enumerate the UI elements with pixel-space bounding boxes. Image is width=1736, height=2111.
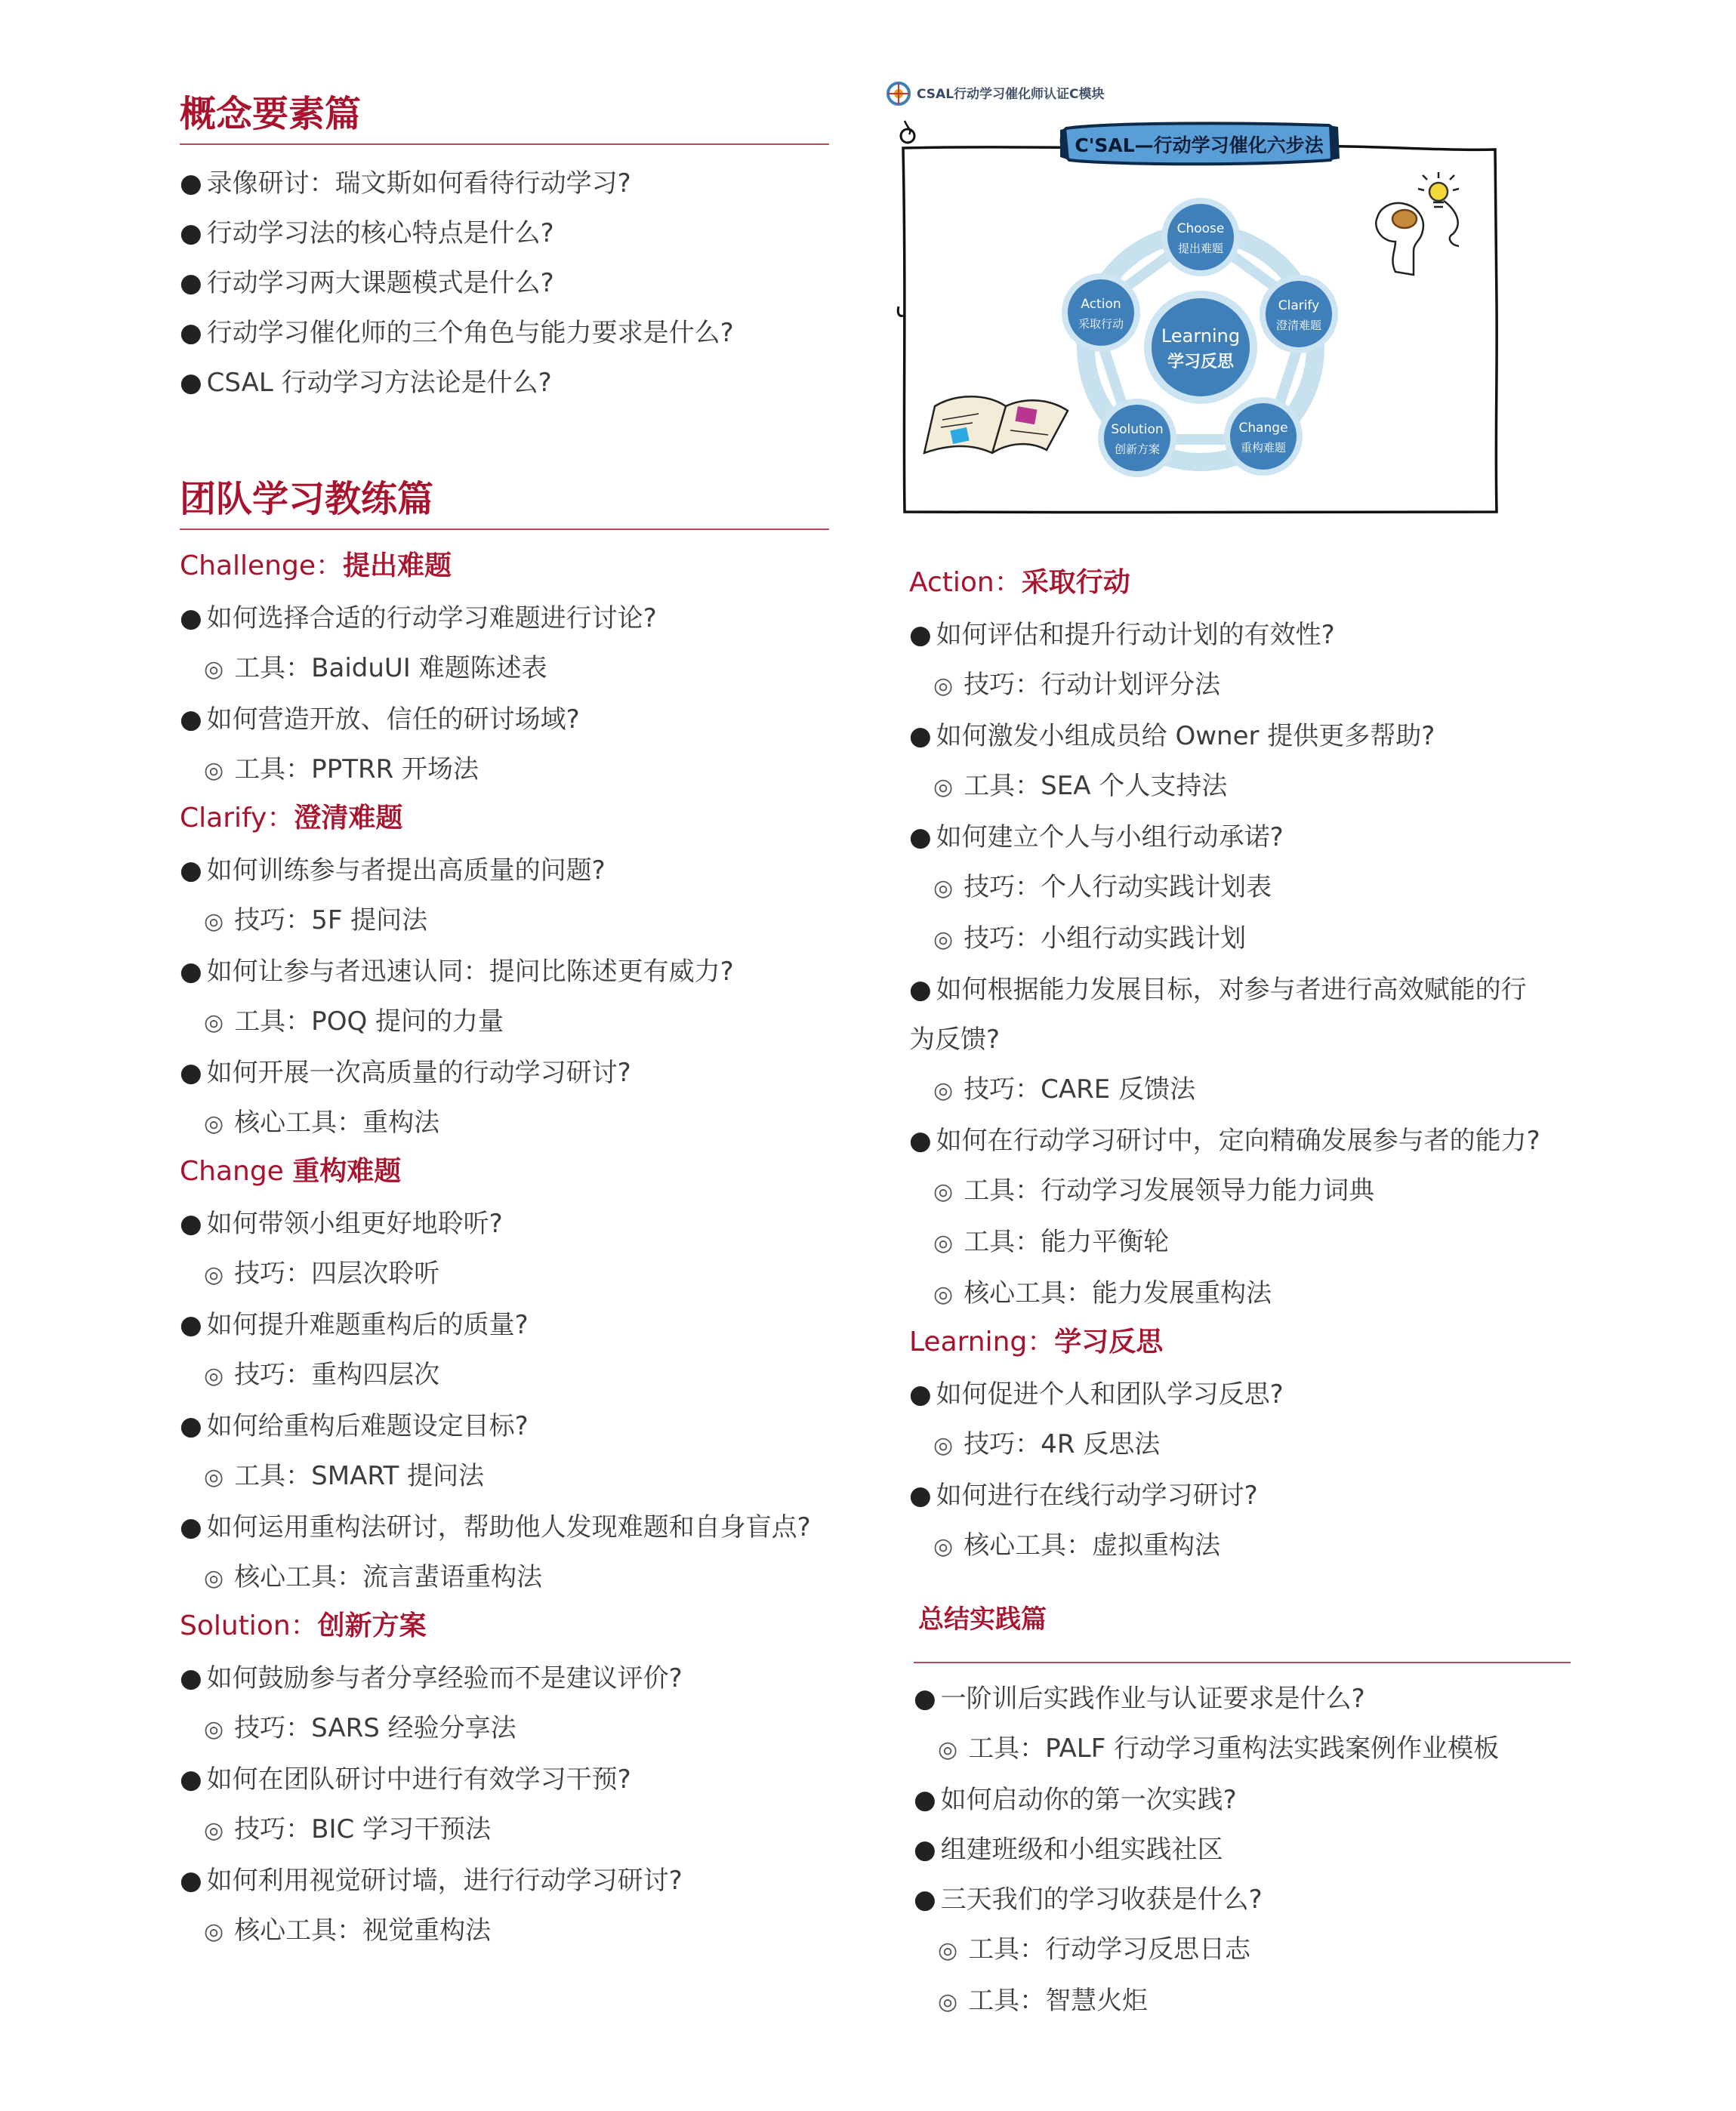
bullet-icon: ● [180, 268, 202, 298]
double-circle-icon: ◎ [933, 774, 954, 800]
tool-item: ◎ 核心工具：流言蜚语重构法 [204, 1562, 543, 1592]
csal-logo-icon [888, 83, 909, 104]
list-item: ● 如何评估和提升行动计划的有效性? [909, 620, 1335, 650]
list-item: ● 如何带领小组更好地聆听? [180, 1209, 503, 1239]
tool-item: ◎ 技巧：个人行动实践计划表 [933, 872, 1272, 902]
double-circle-icon: ◎ [204, 1716, 224, 1743]
bullet-icon: ● [180, 218, 202, 248]
bullet-icon: ● [909, 620, 932, 650]
node-action-en: Action [1081, 297, 1121, 312]
bullet-icon: ● [180, 318, 202, 348]
node-change [1227, 400, 1300, 473]
bullet-icon: ● [909, 1379, 932, 1410]
list-item: ● 如何利用视觉研讨墙，进行行动学习研讨? [180, 1866, 683, 1896]
tool-item: ◎ 工具：智慧火炬 [938, 1986, 1149, 2016]
csal-diagram [882, 76, 1516, 521]
solution-heading: Solution：创新方案 [180, 1610, 427, 1641]
tool-item: ◎ 技巧：CARE 反馈法 [933, 1074, 1196, 1105]
center-node-zh: 学习反思 [1167, 353, 1235, 371]
center-node-learning [1148, 294, 1253, 400]
tool-item: ◎ 工具：BaiduUI 难题陈述表 [204, 653, 547, 683]
bullet-icon: ● [909, 975, 932, 1005]
double-circle-icon: ◎ [938, 1989, 958, 2015]
double-circle-icon: ◎ [933, 1432, 954, 1459]
double-circle-icon: ◎ [204, 1363, 224, 1389]
list-item: ● 一阶训后实践作业与认证要求是什么? [914, 1684, 1365, 1714]
action-heading: Action：采取行动 [909, 567, 1130, 598]
double-circle-icon: ◎ [204, 757, 224, 784]
double-circle-icon: ◎ [204, 1565, 224, 1592]
summary-section-title: 总结实践篇 [918, 1604, 1047, 1635]
book-icon [924, 396, 1068, 453]
list-item: ● 如何在行动学习研讨中，定向精确发展参与者的能力? [909, 1126, 1540, 1156]
node-clarify-en: Clarify [1278, 298, 1320, 313]
summary-column [914, 1597, 1571, 2027]
double-circle-icon: ◎ [933, 1533, 954, 1560]
list-item: ● 如何营造开放、信任的研讨场域? [180, 704, 580, 735]
tool-item: ◎ 工具：能力平衡轮 [933, 1227, 1170, 1257]
change-heading: Change 重构难题 [180, 1156, 402, 1187]
list-item: ● 如何促进个人和团队学习反思? [909, 1379, 1284, 1410]
bullet-icon: ● [180, 168, 202, 199]
list-item: ● 组建班级和小组实践社区 [914, 1835, 1223, 1865]
node-choose-en: Choose [1176, 221, 1225, 236]
node-solution-zh: 创新方案 [1114, 442, 1161, 456]
bullet-icon: ● [180, 1310, 202, 1340]
list-item: ● 三天我们的学习收获是什么? [914, 1884, 1263, 1915]
list-item: ● 录像研讨：瑞文斯如何看待行动学习? [180, 168, 631, 199]
bullet-icon: ● [180, 855, 202, 886]
list-item: ● 如何运用重构法研讨，帮助他人发现难题和自身盲点? [180, 1512, 811, 1542]
coach-section-title: 团队学习教练篇 [180, 478, 434, 520]
tool-item: ◎ 工具：POQ 提问的力量 [204, 1006, 504, 1037]
bullet-icon: ● [909, 1126, 932, 1156]
bullet-icon: ● [180, 1866, 202, 1896]
double-circle-icon: ◎ [933, 1281, 954, 1308]
tool-item: ◎ 技巧：行动计划评分法 [933, 670, 1221, 700]
bullet-icon: ● [180, 1764, 202, 1795]
double-circle-icon: ◎ [204, 1111, 224, 1137]
bullet-icon: ● [914, 1884, 936, 1915]
bullet-icon: ● [180, 1411, 202, 1441]
double-circle-icon: ◎ [204, 1009, 224, 1036]
idea-head-icon [1376, 172, 1459, 275]
node-action-zh: 采取行动 [1078, 317, 1124, 331]
tool-item: ◎ 核心工具：视觉重构法 [204, 1915, 492, 1946]
list-item: ● 如何让参与者迅速认同：提问比陈述更有威力? [180, 957, 734, 987]
node-action [1065, 276, 1137, 349]
bullet-icon: ● [180, 704, 202, 735]
learning-heading: Learning：学习反思 [909, 1327, 1164, 1358]
list-item: ● 如何进行在线行动学习研讨? [909, 1481, 1258, 1511]
tool-item: ◎ 工具：行动学习反思日志 [938, 1934, 1251, 1965]
list-item: ● 如何鼓励参与者分享经验而不是建议评价? [180, 1663, 683, 1693]
bullet-icon: ● [914, 1684, 936, 1714]
double-circle-icon: ◎ [204, 1918, 224, 1945]
tool-item: ◎ 核心工具：虚拟重构法 [933, 1530, 1221, 1561]
node-solution-en: Solution [1111, 422, 1164, 437]
tool-item: ◎ 工具：SMART 提问法 [204, 1461, 485, 1491]
tool-item: ◎ 工具：PALF 行动学习重构法实践案例作业模板 [938, 1733, 1500, 1764]
double-circle-icon: ◎ [938, 1737, 958, 1763]
tool-item: ◎ 技巧：小组行动实践计划 [933, 923, 1247, 954]
tool-item: ◎ 核心工具：重构法 [204, 1108, 440, 1138]
section-divider [180, 143, 829, 145]
challenge-heading: Challenge：提出难题 [180, 550, 452, 581]
list-item: ● 如何启动你的第一次实践? [914, 1785, 1237, 1815]
list-item: ● 如何在团队研讨中进行有效学习干预? [180, 1764, 631, 1795]
bullet-icon: ● [180, 957, 202, 987]
tool-item: ◎ 技巧：四层次聆听 [204, 1259, 440, 1289]
list-item-continued: 为反馈? [909, 1025, 1001, 1055]
bullet-icon: ● [180, 1663, 202, 1693]
double-circle-icon: ◎ [933, 673, 954, 699]
banner-title: C'SAL—行动学习催化六步法 [1075, 134, 1324, 156]
double-circle-icon: ◎ [204, 908, 224, 935]
tool-item: ◎ 技巧：重构四层次 [204, 1360, 440, 1390]
double-circle-icon: ◎ [204, 1817, 224, 1844]
clarify-heading: Clarify：澄清难题 [180, 803, 403, 834]
diagram-header: CSAL行动学习催化师认证C模块 [917, 87, 1105, 102]
right-column [909, 560, 1604, 1572]
node-clarify [1263, 278, 1335, 350]
list-item: ● 如何激发小组成员给 Owner 提供更多帮助? [909, 721, 1435, 751]
tool-item: ◎ 工具：行动学习发展领导力能力词典 [933, 1176, 1375, 1206]
concept-section-title: 概念要素篇 [180, 93, 362, 135]
tool-item: ◎ 核心工具：能力发展重构法 [933, 1278, 1272, 1308]
double-circle-icon: ◎ [204, 1262, 224, 1288]
list-item: ● 如何训练参与者提出高质量的问题? [180, 855, 606, 886]
list-item: ● 如何开展一次高质量的行动学习研讨? [180, 1058, 631, 1088]
bullet-icon: ● [180, 603, 202, 633]
list-item: ● 如何建立个人与小组行动承诺? [909, 822, 1284, 852]
bullet-icon: ● [914, 1785, 936, 1815]
section-divider [180, 529, 829, 530]
double-circle-icon: ◎ [204, 1464, 224, 1490]
node-change-en: Change [1238, 421, 1288, 436]
double-circle-icon: ◎ [938, 1937, 958, 1964]
double-circle-icon: ◎ [204, 656, 224, 683]
bullet-icon: ● [909, 721, 932, 751]
list-item: ● 如何给重构后难题设定目标? [180, 1411, 529, 1441]
tool-item: ◎ 技巧：SARS 经验分享法 [204, 1713, 516, 1743]
bullet-icon: ● [909, 1481, 932, 1511]
bullet-icon: ● [180, 1512, 202, 1542]
double-circle-icon: ◎ [933, 926, 954, 953]
double-circle-icon: ◎ [933, 1179, 954, 1205]
double-circle-icon: ◎ [933, 1077, 954, 1104]
list-item: ● CSAL 行动学习方法论是什么? [180, 368, 552, 398]
center-node-en: Learning [1161, 325, 1241, 347]
bullet-icon: ● [914, 1835, 936, 1865]
node-clarify-zh: 澄清难题 [1275, 319, 1322, 332]
bullet-icon: ● [180, 1058, 202, 1088]
double-circle-icon: ◎ [933, 875, 954, 901]
list-item: ● 如何选择合适的行动学习难题进行讨论? [180, 603, 657, 633]
list-item: ● 行动学习法的核心特点是什么? [180, 218, 554, 248]
bullet-icon: ● [180, 1209, 202, 1239]
tool-item: ◎ 技巧：BIC 学习干预法 [204, 1814, 492, 1844]
double-circle-icon: ◎ [933, 1230, 954, 1256]
tool-item: ◎ 技巧：4R 反思法 [933, 1429, 1161, 1459]
bullet-icon: ● [909, 822, 932, 852]
section-divider [914, 1662, 1571, 1663]
node-solution [1101, 402, 1173, 474]
list-item: ● 行动学习两大课题模式是什么? [180, 268, 554, 298]
list-item: ● 如何提升难题重构后的质量? [180, 1310, 529, 1340]
list-item: ● 行动学习催化师的三个角色与能力要求是什么? [180, 318, 734, 348]
diagram-svg [882, 76, 1516, 521]
bullet-icon: ● [180, 368, 202, 398]
node-change-zh: 重构难题 [1240, 441, 1287, 455]
tool-item: ◎ 技巧：5F 提问法 [204, 905, 428, 935]
tool-item: ◎ 工具：PPTRR 开场法 [204, 754, 479, 784]
node-choose [1164, 201, 1237, 273]
tool-item: ◎ 工具：SEA 个人支持法 [933, 771, 1228, 801]
node-choose-zh: 提出难题 [1177, 242, 1224, 255]
left-column [180, 85, 829, 1957]
list-item: ● 如何根据能力发展目标，对参与者进行高效赋能的行 [909, 975, 1527, 1005]
